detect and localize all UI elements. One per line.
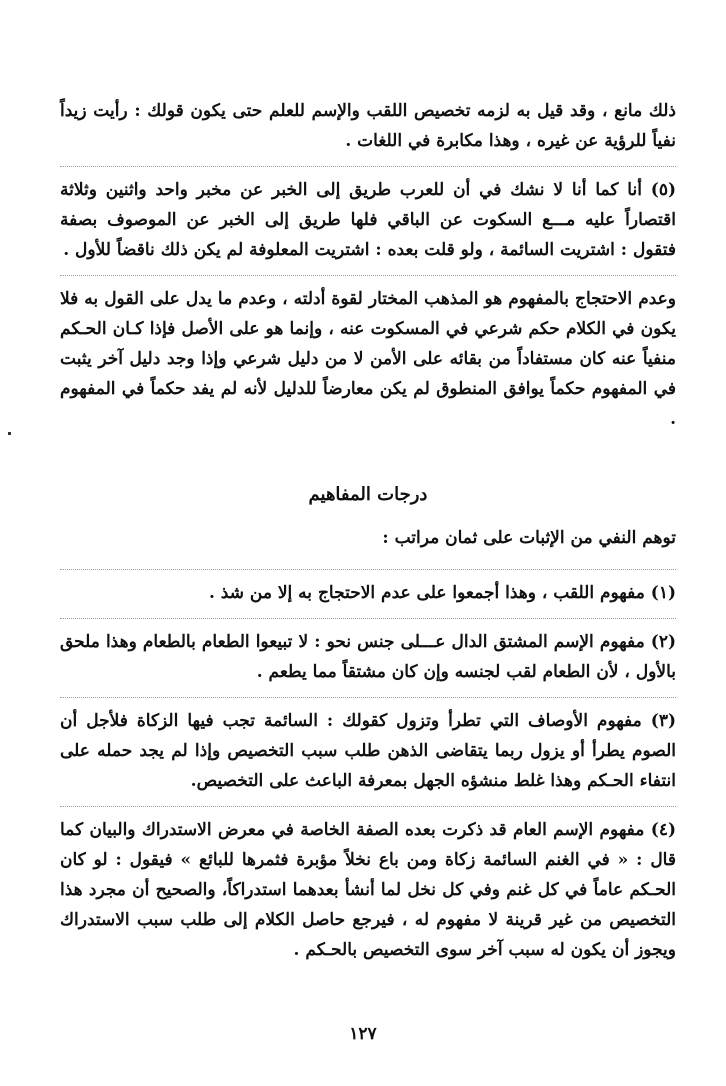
list-item	[60, 697, 676, 806]
intro-block	[60, 515, 676, 569]
intro-text: توهم النفي من الإثبات على ثمان مراتب :	[382, 528, 676, 548]
paragraph-block	[60, 275, 676, 444]
page-number: ١٢٧	[349, 1024, 377, 1044]
list-item-text: (٢) مفهوم الإسم المشتق الدال عـــلى جنس نحو : لا تبيعوا الطعام بالطعام وهذا ملحق بالأول ، لأن الطعام لقب لجنسه وإن كان مشتقاً مما يطعم .	[60, 632, 676, 682]
list-item-text: (٤) مفهوم الإسم العام قد ذكرت بعده الصفة الخاصة في معرض الاستدراك والبيان كما قال : « في الغنم السائمة زكاة ومن باع نخلاً مؤبرة فثمرها للبائع » فيقول : لو كان الحـكم عاماً في كل غنم وفي كل نخل لما أنشأ بعدهما استدراكاً، والصحيح أن مجرد هذا التخصيص من غير قرينة لا مفهوم له ، فيرجع حاصل الكلام إلى طلب سبب الاستدراك ويجوز أن يكون له سبب آخر سوى التخصيص بالحـكم .	[60, 820, 676, 960]
paragraph: ذلك مانع ، وقد قيل به لزمه تخصيص اللقب والإسم للعلم حتى يكون قولك : رأيت زيداً نفياً للرؤية عن غيره ، وهذا مكابرة في اللغات .	[60, 101, 676, 151]
margin-mark	[8, 432, 11, 435]
paragraph: (٥) أنا كما أنا لا نشك في أن للعرب طريق إلى الخبر عن مخبر واحد واثنين وثلاثة اقتصاراً عليه مـــع السكوت عن الباقي فلها طريق إلى الخبر عن الموصوف بصفة فتقول : اشتريت السائمة ، ولو قلت بعده : اشتريت المعلوفة لم يكن ذلك ناقضاً للأول .	[60, 180, 676, 260]
list-item-text: (٣) مفهوم الأوصاف التي تطرأ وتزول كقولك : السائمة تجب فيها الزكاة فلأجل أن الصوم يطرأ أو يزول ربما يتقاضى الذهن طلب سبب التخصيص وإذا لم يجد حمله على انتفاء الحـكم وهذا غلط منشؤه الجهل بمعرفة الباعث على التخصيص.	[60, 711, 676, 791]
page-body	[60, 88, 676, 975]
list-item	[60, 618, 676, 697]
list-item	[60, 806, 676, 975]
section-heading: درجات المفاهيم	[308, 484, 428, 505]
paragraph: وعدم الاحتجاج بالمفهوم هو المذهب المختار لقوة أدلته ، وعدم ما يدل على القول به فلا يكون في الكلام حكم شرعي في المسكوت عنه ، وإنما هو على الأصل فإذا كـان الحـكم منفياً عنه كان مستفاداً من بقائه على الأمن لا من دليل شرعي وإذا وجد دليل آخر يثبت في المفهوم حكماً يوافق المنطوق لم يكن معارضاً للدليل لأنه لم يفد حكماً في المفهوم .	[60, 289, 676, 429]
paragraph-block	[60, 88, 676, 166]
list-item-text: (١) مفهوم اللقب ، وهذا أجمعوا على عدم الاحتجاج به إلا من شذ .	[208, 583, 676, 603]
paragraph-block	[60, 166, 676, 275]
list-item	[60, 569, 676, 618]
